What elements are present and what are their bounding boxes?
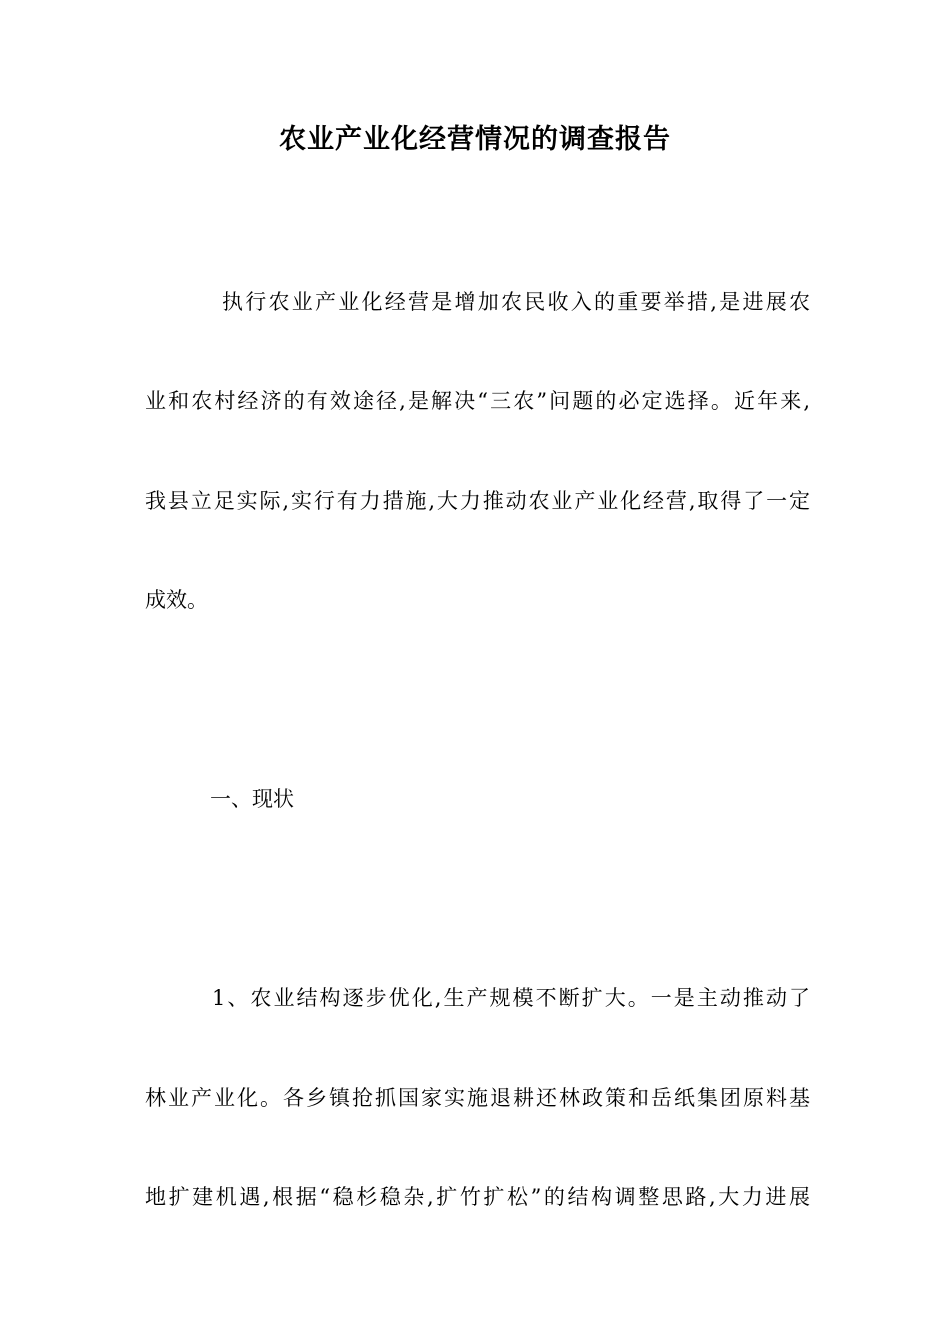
paragraph2-line-1: 1、农业结构逐步优化,生产规模不断扩大。一是主动推动了: [212, 986, 810, 1010]
section-heading-1: 一、现状: [210, 787, 294, 811]
paragraph2-line-3: 地扩建机遇,根据“稳杉稳杂,扩竹扩松”的结构调整思路,大力进展: [145, 1185, 810, 1209]
paragraph2-line-2: 林业产业化。各乡镇抢抓国家实施退耕还林政策和岳纸集团原料基: [145, 1086, 810, 1110]
paragraph1-line-2: 业和农村经济的有效途径,是解决“三农”问题的必定选择。近年来,: [145, 389, 810, 413]
paragraph1-line-4: 成效。: [145, 588, 208, 612]
document-title: 农业产业化经营情况的调查报告: [279, 124, 671, 155]
paragraph1-line-3: 我县立足实际,实行有力措施,大力推动农业产业化经营,取得了一定: [145, 489, 810, 513]
paragraph1-line-1: 执行农业产业化经营是增加农民收入的重要举措,是进展农: [222, 290, 810, 314]
